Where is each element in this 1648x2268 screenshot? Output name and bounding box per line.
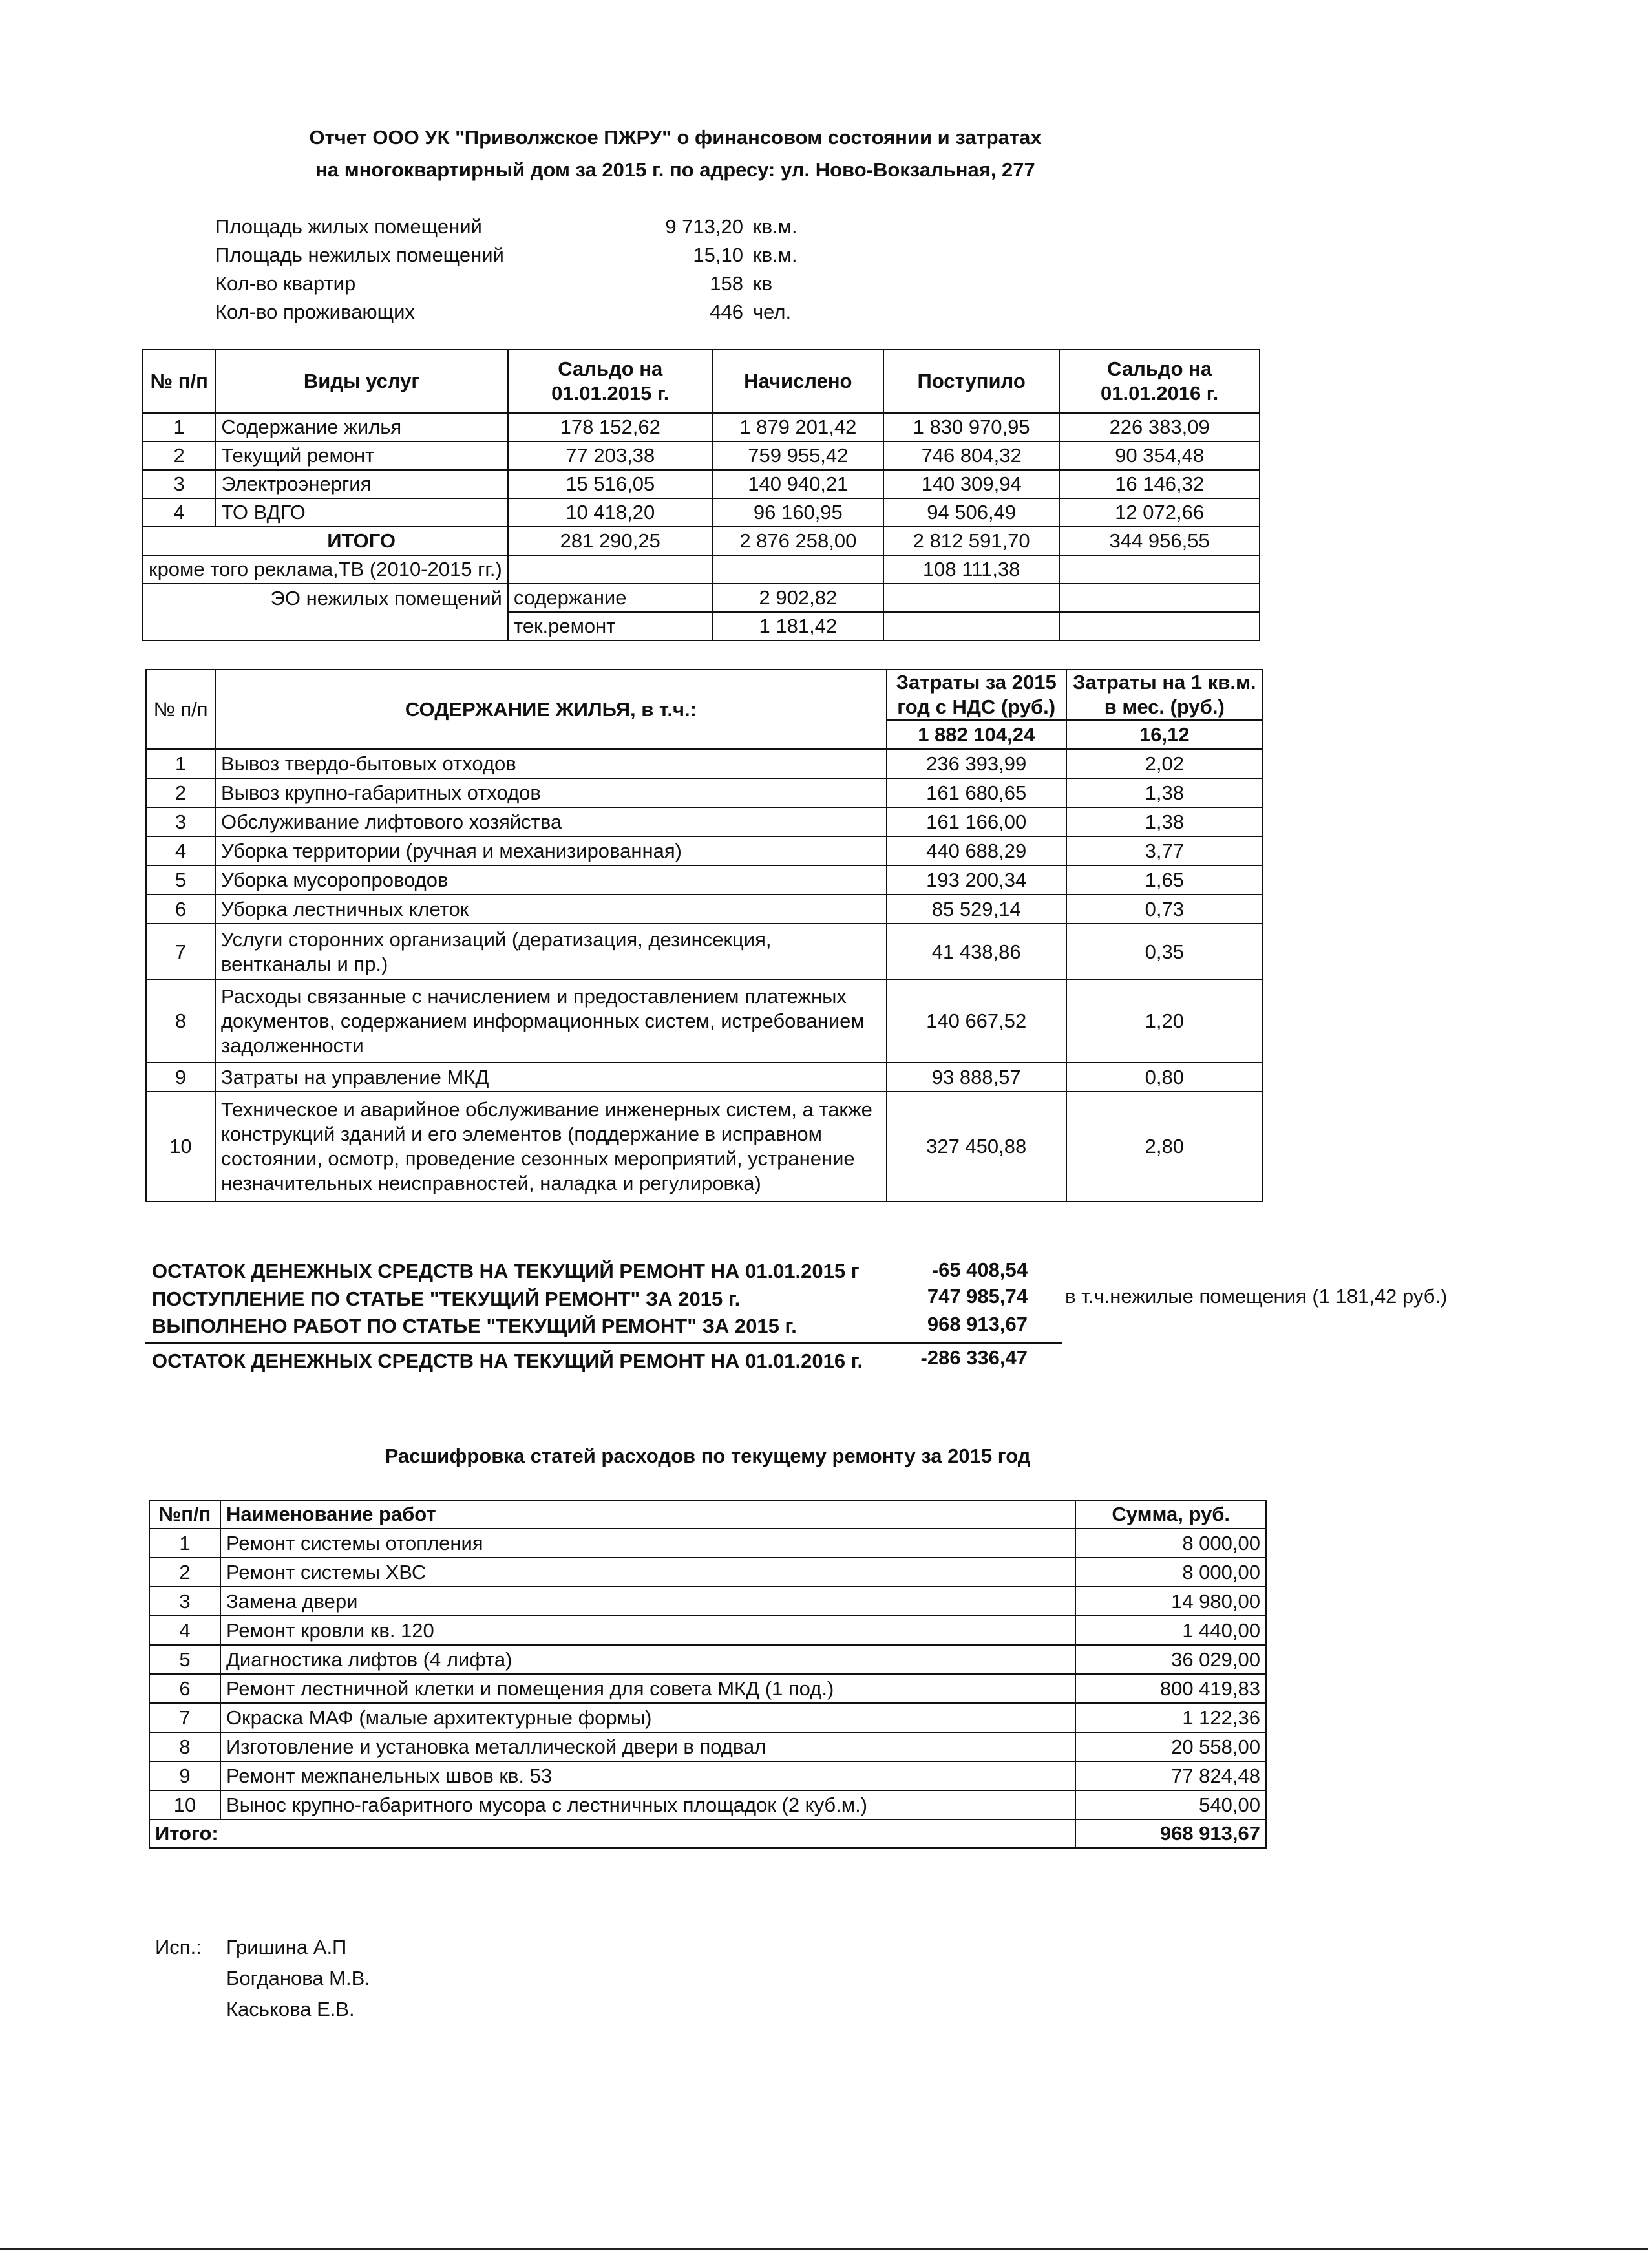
total-label: ИТОГО [215,527,508,555]
works-label: ВЫПОЛНЕНО РАБОТ ПО СТАТЬЕ "ТЕКУЩИЙ РЕМОНТ" ЗА 2015 г. [152,1315,797,1337]
table-row [146,807,1263,836]
table-row [146,895,1263,924]
cell-num: 7 [149,1703,220,1732]
balance-start-value: -65 408,54 [931,1258,1028,1281]
cell-saldo-start: 178 152,62 [508,413,713,441]
table-row [143,413,1260,441]
balance-end-label: ОСТАТОК ДЕНЕЖНЫХ СРЕДСТВ НА ТЕКУЩИЙ РЕМОНТ НА 01.01.2016 г. [152,1350,863,1372]
cell-service: Электроэнергия [215,470,508,498]
cell-name: Ремонт системы ХВС [220,1558,1076,1587]
summary-divider [145,1342,1062,1344]
cell-per-m2: 3,77 [1066,836,1263,865]
cell-received: 1 830 970,95 [883,413,1059,441]
signatory-name: Каськова Е.В. [226,1998,355,2020]
info-unit: кв.м. [753,215,798,238]
cell-name: Уборка мусоропроводов [215,865,887,895]
cell-per-m2: 1,20 [1066,980,1263,1063]
cell-num: 1 [143,413,215,441]
cell-sum: 8 000,00 [1075,1529,1266,1558]
cell-name: Техническое и аварийное обслуживание инженерных систем, а также конструкций зданий и его элементов (поддержание в исправном состоянии, осмотр, проведение сезонных мероприятий, устранение незначительных неисправностей, наладка и регулировка) [215,1092,887,1202]
cell-num: 8 [149,1732,220,1761]
maintenance-table [145,669,1263,1202]
col-header-service: Виды услуг [215,350,508,413]
cell-sum: 1 122,36 [1075,1703,1266,1732]
balance-start-label: ОСТАТОК ДЕНЕЖНЫХ СРЕДСТВ НА ТЕКУЩИЙ РЕМОНТ НА 01.01.2015 г [152,1260,860,1282]
cell-saldo-start: 77 203,38 [508,441,713,470]
total-saldo-start: 281 290,25 [508,527,713,555]
cell-cost: 236 393,99 [887,749,1066,778]
cell-sum: 14 980,00 [1075,1587,1266,1616]
table-row [146,980,1263,1063]
table-row [149,1674,1266,1703]
cell-cost: 327 450,88 [887,1092,1066,1202]
total-received: 2 812 591,70 [883,527,1059,555]
cell-saldo-end: 226 383,09 [1059,413,1260,441]
total-per-m2: 16,12 [1066,720,1263,749]
info-unit: чел. [753,301,792,323]
cell-per-m2: 1,38 [1066,778,1263,807]
cell-num: 9 [149,1761,220,1790]
total-row [149,1819,1266,1848]
cell-num: 8 [146,980,215,1063]
table-row [146,749,1263,778]
cell-received: 94 506,49 [883,498,1059,527]
col-header-received: Поступило [883,350,1059,413]
table-header-row [146,670,1263,720]
cell-per-m2: 2,02 [1066,749,1263,778]
cell-name: Ремонт межпанельных швов кв. 53 [220,1761,1076,1790]
nonres-label: ЭО нежилых помещений [143,584,508,612]
cell-cost: 193 200,34 [887,865,1066,895]
table-row [146,924,1263,980]
cell-cost: 41 438,86 [887,924,1066,980]
info-value: 9 713,20 [665,215,743,238]
income-note: в т.ч.нежилые помещения (1 181,42 руб.) [1065,1285,1448,1308]
cell-num: 6 [146,895,215,924]
cell-name: Расходы связанные с начислением и предоставлением платежных документов, содержанием информационных систем, истребованием задолженности [215,980,887,1063]
income-label: ПОСТУПЛЕНИЕ ПО СТАТЬЕ "ТЕКУЩИЙ РЕМОНТ" ЗА 2015 г. [152,1288,741,1310]
cell-num: 10 [149,1790,220,1819]
report-title-line-2: на многоквартирный дом за 2015 г. по адресу: ул. Ново-Вокзальная, 277 [315,158,1035,181]
signatures-label: Исп.: [155,1936,202,1958]
cell-num: 2 [146,778,215,807]
total-saldo-end: 344 956,55 [1059,527,1260,555]
total-row [143,527,1260,555]
cell-saldo-end: 12 072,66 [1059,498,1260,527]
cell-name: Ремонт системы отопления [220,1529,1076,1558]
cell-cost: 140 667,52 [887,980,1066,1063]
info-label: Кол-во квартир [215,272,356,295]
info-unit: кв [753,272,773,295]
table-row [149,1529,1266,1558]
col-header-saldo-end: Сальдо на 01.01.2016 г. [1059,350,1260,413]
info-value: 446 [710,301,743,323]
cell-cost: 161 680,65 [887,778,1066,807]
cell-sum: 20 558,00 [1075,1732,1266,1761]
cell-received: 746 804,32 [883,441,1059,470]
works-value: 968 913,67 [927,1313,1028,1335]
ads-row [143,555,1260,584]
table-row [149,1790,1266,1819]
table-row [146,778,1263,807]
cell-num: 3 [149,1587,220,1616]
nonres-maint-value: 2 902,82 [713,584,883,612]
table-row [146,1063,1263,1092]
table-row [149,1703,1266,1732]
cell-sum: 36 029,00 [1075,1645,1266,1674]
total-label: Итого: [149,1819,1075,1848]
cell-sum: 77 824,48 [1075,1761,1266,1790]
cell-num: 1 [149,1529,220,1558]
cell-cost: 440 688,29 [887,836,1066,865]
info-unit: кв.м. [753,244,798,266]
cell-per-m2: 2,80 [1066,1092,1263,1202]
cell-service: ТО ВДГО [215,498,508,527]
cell-num: 4 [146,836,215,865]
cell-num: 3 [143,470,215,498]
cell-num: 4 [149,1616,220,1645]
cell-charged: 140 940,21 [713,470,883,498]
total-cost: 1 882 104,24 [887,720,1066,749]
cell-name: Услуги сторонних организаций (дератизация, дезинсекция, вентканалы и пр.) [215,924,887,980]
repairs-table [149,1500,1267,1849]
info-value: 15,10 [693,244,743,266]
cell-saldo-start: 15 516,05 [508,470,713,498]
cell-sum: 8 000,00 [1075,1558,1266,1587]
table-row [146,865,1263,895]
cell-num: 7 [146,924,215,980]
cell-saldo-end: 16 146,32 [1059,470,1260,498]
cell-num: 5 [149,1645,220,1674]
cell-num: 3 [146,807,215,836]
cell-name: Замена двери [220,1587,1076,1616]
col-header-cost: Затраты за 2015 год с НДС (руб.) [887,670,1066,720]
cell-per-m2: 0,80 [1066,1063,1263,1092]
cell-service: Содержание жилья [215,413,508,441]
nonres-maint-label: содержание [508,584,713,612]
table-row [143,441,1260,470]
col-header-num: № п/п [146,670,215,749]
nonres-repair-label: тек.ремонт [508,612,713,641]
balance-end-value: -286 336,47 [920,1346,1028,1369]
cell-per-m2: 1,38 [1066,807,1263,836]
table-header-row [149,1500,1266,1529]
ads-label: кроме того реклама,ТВ (2010-2015 гг.) [143,555,508,584]
nonres-repair-row [143,612,1260,641]
col-header-num: № п/п [143,350,215,413]
cell-sum: 1 440,00 [1075,1616,1266,1645]
signatory-name: Гришина А.П [226,1936,347,1958]
table-row [149,1587,1266,1616]
cell-name: Вынос крупно-габаритного мусора с лестничных площадок (2 куб.м.) [220,1790,1076,1819]
col-header-charged: Начислено [713,350,883,413]
cell-received: 140 309,94 [883,470,1059,498]
total-sum: 968 913,67 [1075,1819,1266,1848]
cell-num: 6 [149,1674,220,1703]
cell-num: 4 [143,498,215,527]
cell-sum: 800 419,83 [1075,1674,1266,1703]
cell-saldo-start: 10 418,20 [508,498,713,527]
table-row [143,470,1260,498]
signatory-name: Богданова М.В. [226,1967,370,1989]
report-title-line-1: Отчет ООО УК "Приволжское ПЖРУ" о финансовом состоянии и затратах [309,126,1042,149]
table-row [143,498,1260,527]
col-header-per-m2: Затраты на 1 кв.м. в мес. (руб.) [1066,670,1263,720]
cell-name: Затраты на управление МКД [215,1063,887,1092]
cell-per-m2: 0,73 [1066,895,1263,924]
cell-name: Вывоз крупно-габаритных отходов [215,778,887,807]
cell-charged: 759 955,42 [713,441,883,470]
cell-cost: 85 529,14 [887,895,1066,924]
table-row [146,836,1263,865]
cell-num: 5 [146,865,215,895]
cell-num: 9 [146,1063,215,1092]
scan-edge-line [0,2248,1648,2250]
cell-num: 10 [146,1092,215,1202]
cell-cost: 161 166,00 [887,807,1066,836]
cell-num: 2 [149,1558,220,1587]
cell-per-m2: 1,65 [1066,865,1263,895]
nonres-repair-value: 1 181,42 [713,612,883,641]
col-header-saldo-start: Сальдо на 01.01.2015 г. [508,350,713,413]
cell-sum: 540,00 [1075,1790,1266,1819]
table-row [149,1761,1266,1790]
cell-charged: 1 879 201,42 [713,413,883,441]
cell-cost: 93 888,57 [887,1063,1066,1092]
col-header-name: СОДЕРЖАНИЕ ЖИЛЬЯ, в т.ч.: [215,670,887,749]
col-header-name: Наименование работ [220,1500,1076,1529]
cell-name: Окраска МАФ (малые архитектурные формы) [220,1703,1076,1732]
cell-saldo-end: 90 354,48 [1059,441,1260,470]
services-table [142,349,1260,641]
cell-service: Текущий ремонт [215,441,508,470]
cell-num: 1 [146,749,215,778]
info-label: Площадь жилых помещений [215,215,482,238]
ads-received: 108 111,38 [883,555,1059,584]
table-header-row [143,350,1260,413]
cell-num: 2 [143,441,215,470]
cell-name: Ремонт лестничной клетки и помещения для совета МКД (1 под.) [220,1674,1076,1703]
cell-name: Обслуживание лифтового хозяйства [215,807,887,836]
table-row [149,1616,1266,1645]
table-row [149,1558,1266,1587]
income-value: 747 985,74 [927,1285,1028,1308]
col-header-num: №п/п [149,1500,220,1529]
cell-per-m2: 0,35 [1066,924,1263,980]
info-label: Площадь нежилых помещений [215,244,504,266]
nonres-maint-row [143,584,1260,612]
table-row [149,1732,1266,1761]
cell-name: Диагностика лифтов (4 лифта) [220,1645,1076,1674]
cell-name: Вывоз твердо-бытовых отходов [215,749,887,778]
col-header-sum: Сумма, руб. [1075,1500,1266,1529]
total-charged: 2 876 258,00 [713,527,883,555]
cell-charged: 96 160,95 [713,498,883,527]
cell-name: Ремонт кровли кв. 120 [220,1616,1076,1645]
cell-name: Изготовление и установка металлической двери в подвал [220,1732,1076,1761]
info-label: Кол-во проживающих [215,301,415,323]
repairs-title: Расшифровка статей расходов по текущему ремонту за 2015 год [385,1445,1031,1467]
cell-name: Уборка лестничных клеток [215,895,887,924]
info-value: 158 [710,272,743,295]
table-row [146,1092,1263,1202]
table-row [149,1645,1266,1674]
cell-name: Уборка территории (ручная и механизированная) [215,836,887,865]
